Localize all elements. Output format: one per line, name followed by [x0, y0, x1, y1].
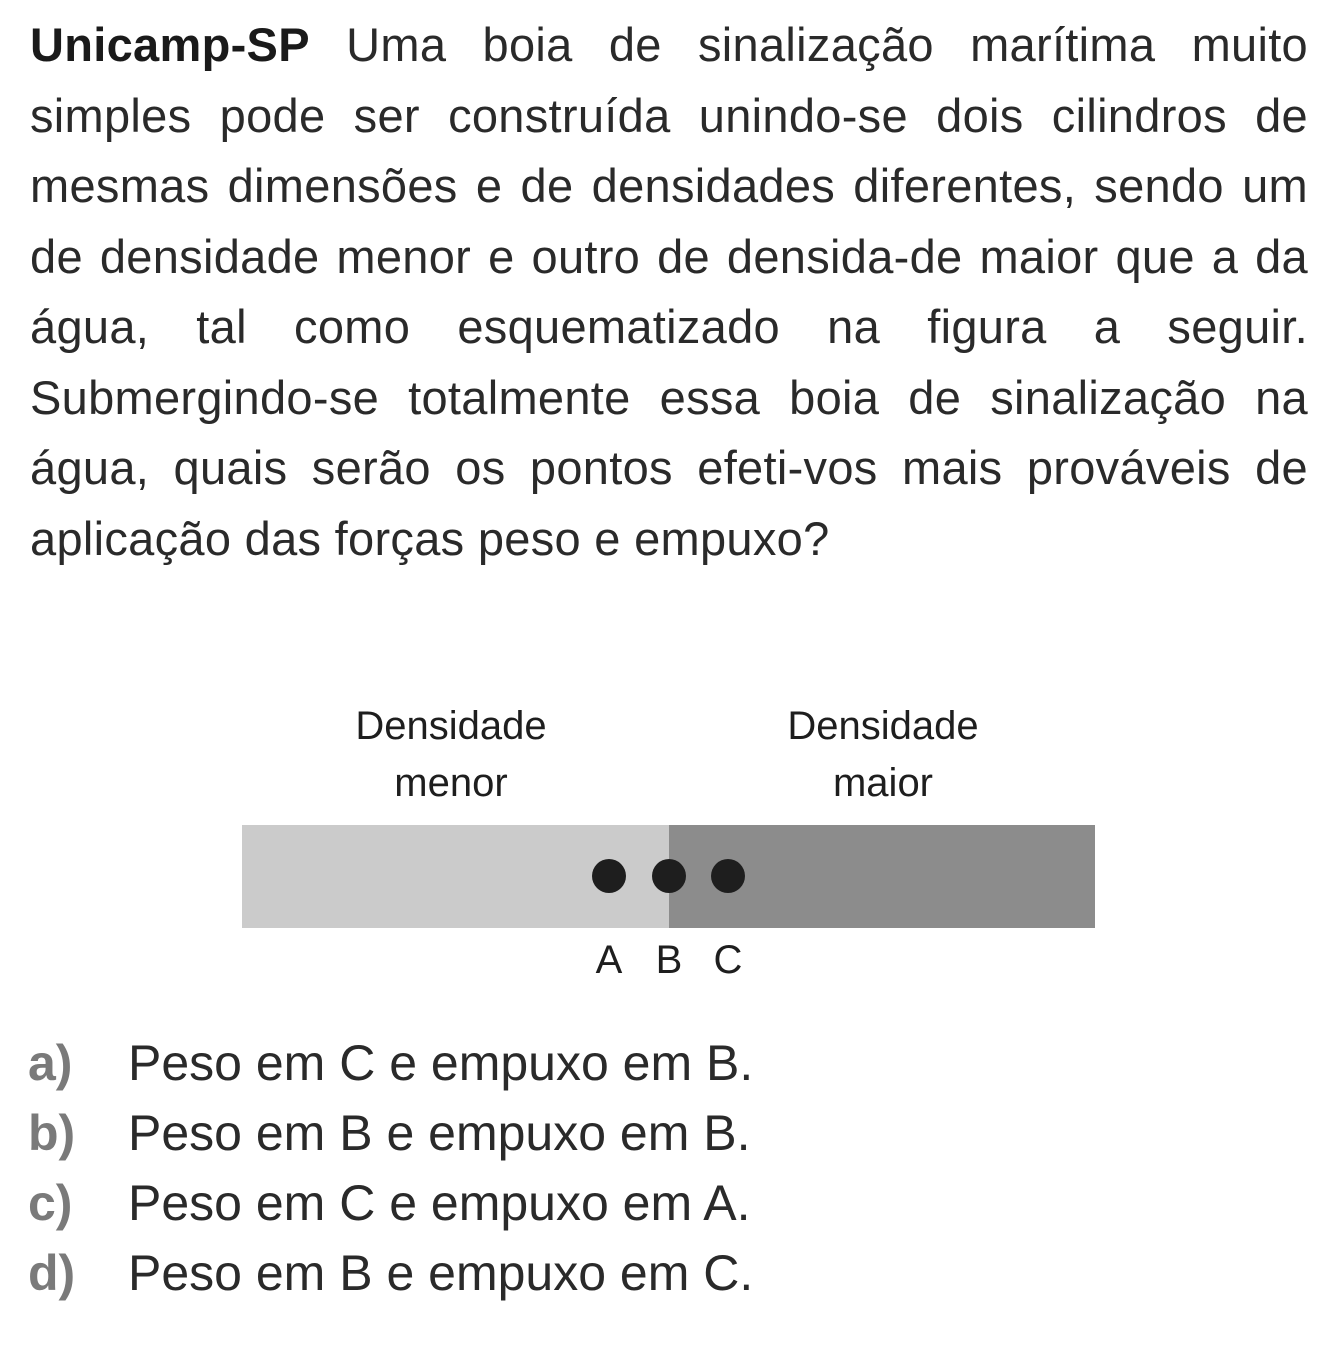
option-d[interactable] [28, 1238, 1308, 1308]
buoy-figure [0, 690, 1334, 990]
point-b-dot [652, 859, 686, 893]
option-c[interactable] [28, 1168, 1308, 1238]
question-source: Unicamp-SP [30, 18, 310, 71]
low-density-label-line1: Densidade [355, 704, 547, 748]
low-density-label [301, 698, 601, 812]
point-c-label: C [713, 938, 743, 982]
high-density-label-line2: maior [832, 761, 934, 805]
option-text: Peso em B e empuxo em C. [128, 1245, 754, 1301]
question-text [30, 10, 1308, 574]
option-b[interactable] [28, 1098, 1308, 1168]
option-letter: c) [28, 1175, 73, 1231]
high-density-label [733, 698, 1033, 812]
point-b-label: B [655, 938, 683, 982]
high-density-label-line1: Densidade [787, 704, 979, 748]
point-a-label: A [595, 938, 623, 982]
option-letter: b) [28, 1105, 76, 1161]
answer-options [28, 1028, 1308, 1308]
option-letter: d) [28, 1245, 76, 1301]
option-text: Peso em C e empuxo em A. [128, 1175, 751, 1231]
option-letter: a) [28, 1035, 73, 1091]
point-c-dot [711, 859, 745, 893]
point-a-dot [592, 859, 626, 893]
question-body: Uma boia de sinalização marítima muito simples pode ser construída unindo-se dois cilindros de mesmas dimensões e de densidades diferentes, sendo um de densidade menor e outro de densida-de maior que a da água, tal como esquematizado na figura a seguir. Submergindo-se totalmente essa boia de sinalização na água, quais serão os pontos efeti-vos mais prováveis de aplicação das forças peso e empuxo? [30, 18, 1308, 565]
option-text: Peso em B e empuxo em B. [128, 1105, 751, 1161]
low-density-label-line2: menor [394, 761, 508, 805]
option-text: Peso em C e empuxo em B. [128, 1035, 754, 1091]
option-a[interactable] [28, 1028, 1308, 1098]
